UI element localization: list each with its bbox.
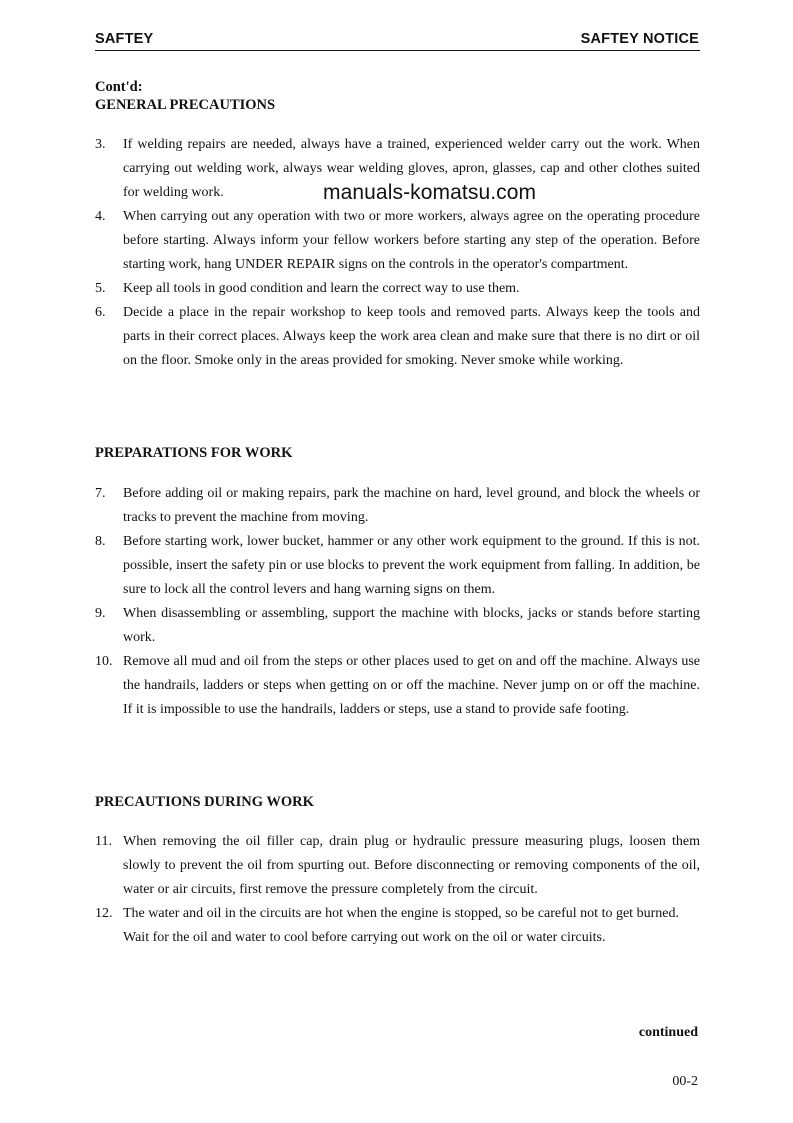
list-item xyxy=(95,602,700,650)
item-number: 8. xyxy=(95,534,106,549)
list-item xyxy=(95,650,700,722)
heading-general-precautions: GENERAL PRECAUTIONS xyxy=(95,97,276,113)
item-number: 10. xyxy=(95,654,113,669)
page-number: 00-2 xyxy=(672,1074,698,1089)
item-number: 9. xyxy=(95,606,106,621)
heading-preparations-for-work: PREPARATIONS FOR WORK xyxy=(95,445,293,461)
item-number: 5. xyxy=(95,281,106,296)
header-section-title: SAFTEY xyxy=(95,31,154,47)
item-text: Before starting work, lower bucket, hammer or any other work equipment to the ground. If this is not. possible, insert the safety pin or use blocks to prevent the work equipment from falling. In addition, be sure to lock all the control levers and hang warning signs on them. xyxy=(123,534,700,597)
item-text: When removing the oil filler cap, drain plug or hydraulic pressure measuring plugs, loosen them slowly to prevent the oil from spurting out. Before disconnecting or removing components of the oil, water or air circuits, first remove the pressure completely from the circuit. xyxy=(123,834,700,897)
heading-precautions-during-work: PRECAUTIONS DURING WORK xyxy=(95,794,314,810)
continued-marker: continued xyxy=(638,1025,698,1040)
list-item xyxy=(95,277,700,301)
item-text: Keep all tools in good condition and learn the correct way to use them. xyxy=(123,281,520,296)
continued-label: Cont'd: xyxy=(95,79,143,95)
list-item xyxy=(95,482,700,530)
item-text: If welding repairs are needed, always have a trained, experienced welder carry out the work. When carrying out welding work, always wear welding gloves, apron, glasses, cap and other clothes suited for welding work. xyxy=(123,137,700,200)
item-text: Remove all mud and oil from the steps or other places used to get on and off the machine. Always use the handrails, ladders or steps when getting on or off the machine. Never jump on or off the machine. If it is impossible to use the handrails, ladders or steps, use a stand to provide safe footing. xyxy=(123,654,700,717)
list-item xyxy=(95,301,700,373)
item-text-continuation: Wait for the oil and water to cool before carrying out work on the oil or water circuits. xyxy=(123,930,606,945)
watermark: manuals-komatsu.com xyxy=(323,181,537,204)
item-text: The water and oil in the circuits are hot when the engine is stopped, so be careful not to get burned. xyxy=(123,906,679,921)
item-number: 7. xyxy=(95,486,106,501)
item-text: Before adding oil or making repairs, park the machine on hard, level ground, and block the wheels or tracks to prevent the machine from moving. xyxy=(123,486,700,525)
item-text: Decide a place in the repair workshop to keep tools and removed parts. Always keep the tools and parts in their correct places. Always keep the work area clean and make sure that there is no dirt or oil on the floor. Smoke only in the areas provided for smoking. Never smoke while working. xyxy=(123,305,700,368)
list-item xyxy=(95,205,700,277)
page-header xyxy=(95,31,699,51)
item-number: 6. xyxy=(95,305,106,320)
item-number: 4. xyxy=(95,209,106,224)
header-document-title: SAFTEY NOTICE xyxy=(580,31,699,47)
header-divider xyxy=(95,50,700,51)
item-text: When disassembling or assembling, support the machine with blocks, jacks or stands before starting work. xyxy=(123,606,700,645)
item-number: 12. xyxy=(95,906,113,921)
item-number: 11. xyxy=(95,834,112,849)
list-item xyxy=(95,830,700,902)
during-work-list xyxy=(95,830,700,950)
preparations-list xyxy=(95,482,700,722)
item-number: 3. xyxy=(95,137,106,152)
list-item xyxy=(95,902,700,950)
general-precautions-list xyxy=(95,133,700,373)
item-text: When carrying out any operation with two or more workers, always agree on the operating procedure before starting. Always inform your fellow workers before starting any step of the operation. Before starting work, hang UNDER REPAIR signs on the controls in the operator's compartment. xyxy=(123,209,700,272)
list-item xyxy=(95,530,700,602)
